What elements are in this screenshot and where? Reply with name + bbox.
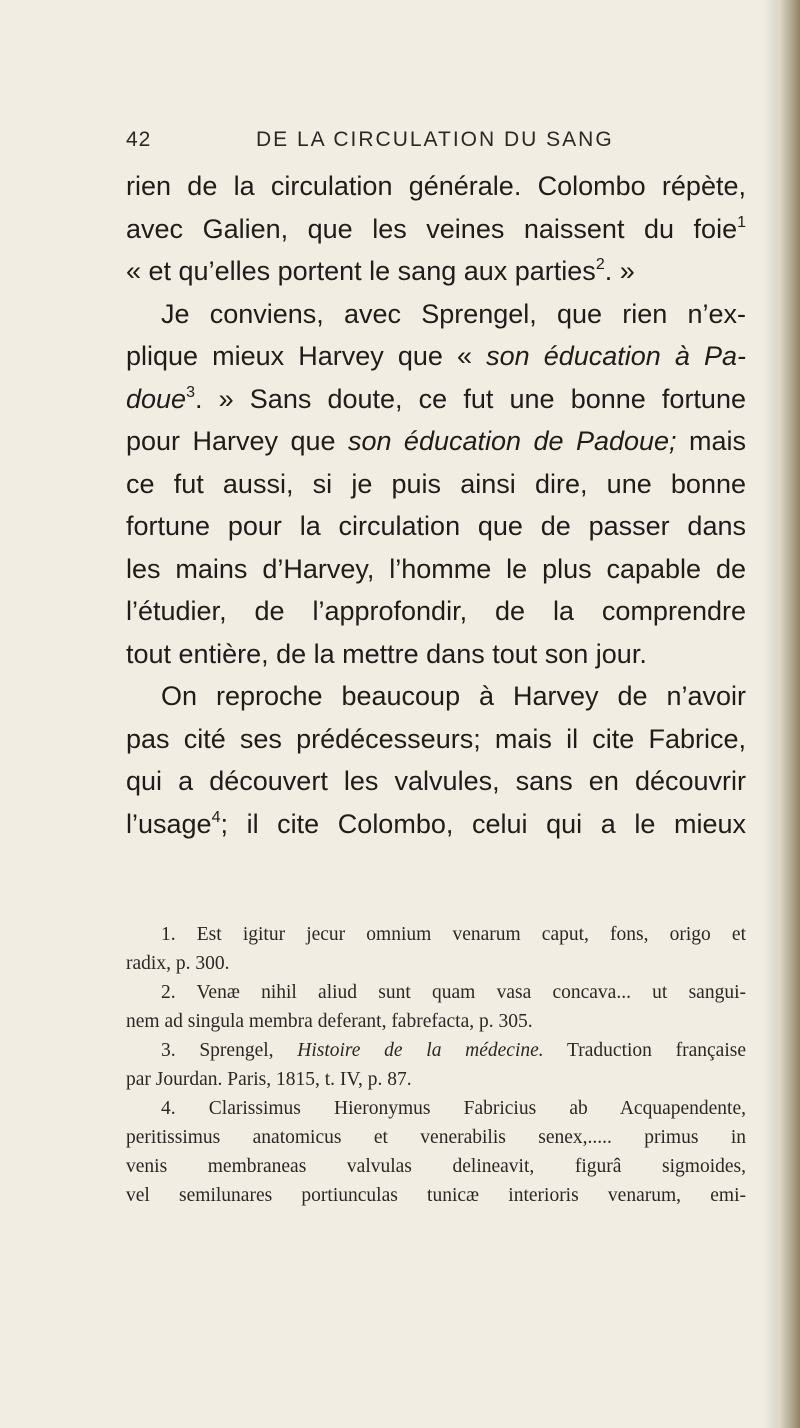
page-number: 42 <box>126 128 152 151</box>
footnote-line <box>126 1094 746 1123</box>
text-line <box>126 718 746 761</box>
text-line <box>126 760 746 803</box>
text-line <box>126 378 746 421</box>
text-segment: mais <box>676 426 746 456</box>
footnote-line <box>126 920 746 949</box>
text-segment: radix, p. 300. <box>126 953 230 974</box>
footnote-line <box>126 978 746 1007</box>
text-segment: . » <box>604 256 635 286</box>
footnote-line <box>126 1065 746 1094</box>
text-line <box>126 675 746 718</box>
page-gutter-shadow <box>764 0 778 1428</box>
footnote-line <box>126 1123 746 1152</box>
text-segment: tout entière, de la mettre dans tout son jour. <box>126 638 647 669</box>
footnote-line <box>126 1036 746 1065</box>
text-segment: rien de la circulation générale. Colombo répète, <box>126 171 746 201</box>
text-line <box>126 335 746 378</box>
text-line <box>126 590 746 633</box>
text-line <box>126 293 746 336</box>
footnote-line <box>126 1007 746 1036</box>
text-segment: Traduction française <box>543 1040 746 1061</box>
italic-segment: son éducation de Padoue; <box>347 426 677 456</box>
text-segment: qui a découvert les valvules, sans en découvrir <box>126 766 746 796</box>
text-segment: . » Sans doute, ce fut une bonne fortune <box>194 383 746 414</box>
page-edge <box>778 0 800 1428</box>
text-segment: On reproche beaucoup à Harvey de n’avoir <box>161 681 746 711</box>
footnote-line <box>126 1152 746 1181</box>
text-segment: nem ad singula membra deferant, fabrefacta, p. 305. <box>126 1011 533 1032</box>
footnotes <box>126 920 746 1210</box>
text-segment: les mains d’Harvey, l’homme le plus capable de <box>126 553 746 584</box>
text-line <box>126 505 746 548</box>
footnote-marker: 1 <box>737 213 746 231</box>
footnote-line <box>126 1181 746 1210</box>
italic-segment: Histoire de la médecine. <box>297 1040 544 1061</box>
text-line <box>126 420 746 463</box>
text-segment: l’étudier, de l’approfondir, de la comprendre <box>126 596 746 626</box>
text-line <box>126 463 746 506</box>
text-segment: Je conviens, avec Sprengel, que rien n’ex- <box>161 298 746 329</box>
text-line <box>126 548 746 591</box>
text-segment: l’usage <box>126 808 212 839</box>
footnote-line <box>126 949 746 978</box>
text-line <box>126 165 746 208</box>
text-line <box>126 250 746 293</box>
text-segment: 3. Sprengel, <box>161 1040 298 1061</box>
footnote-marker: 4 <box>211 808 221 826</box>
text-line <box>126 803 746 846</box>
text-segment: avec Galien, que les veines naissent du foie <box>126 213 738 244</box>
italic-segment: son éducation à Pa- <box>486 341 746 371</box>
text-line <box>126 208 746 251</box>
text-segment: par Jourdan. Paris, 1815, t. IV, p. 87. <box>126 1069 412 1090</box>
text-segment: vel semilunares portiunculas tunicæ interioris venarum, emi- <box>126 1185 746 1206</box>
running-head-title: DE LA CIRCULATION DU SANG <box>256 128 614 151</box>
text-segment: « et qu’elles portent le sang aux parties <box>126 256 596 286</box>
text-segment: ce fut aussi, si je puis ainsi dire, une bonne <box>126 468 746 499</box>
text-segment: 2. Venæ nihil aliud sunt quam vasa concava... ut sangui- <box>161 982 746 1003</box>
italic-segment: doue <box>126 383 187 414</box>
text-segment: ; il cite Colombo, celui qui a le mieux <box>220 808 746 839</box>
text-segment: peritissimus anatomicus et venerabilis senex,..... primus in <box>126 1127 746 1148</box>
text-segment: plique mieux Harvey que « <box>126 341 487 371</box>
text-segment: pour Harvey que <box>126 426 348 456</box>
text-segment: fortune pour la circulation que de passer dans <box>126 511 746 541</box>
text-segment: 1. Est igitur jecur omnium venarum caput, fons, origo et <box>161 924 746 945</box>
text-line <box>126 633 746 676</box>
text-segment: venis membraneas valvulas delineavit, figurâ sigmoides, <box>126 1156 746 1177</box>
footnote-marker: 3 <box>186 383 195 401</box>
running-header <box>126 128 746 158</box>
footnote-marker: 2 <box>595 256 605 273</box>
text-segment: pas cité ses prédécesseurs; mais il cite Fabrice, <box>126 723 746 754</box>
main-text <box>126 165 746 845</box>
text-segment: 4. Clarissimus Hieronymus Fabricius ab Acquapendente, <box>161 1098 746 1119</box>
